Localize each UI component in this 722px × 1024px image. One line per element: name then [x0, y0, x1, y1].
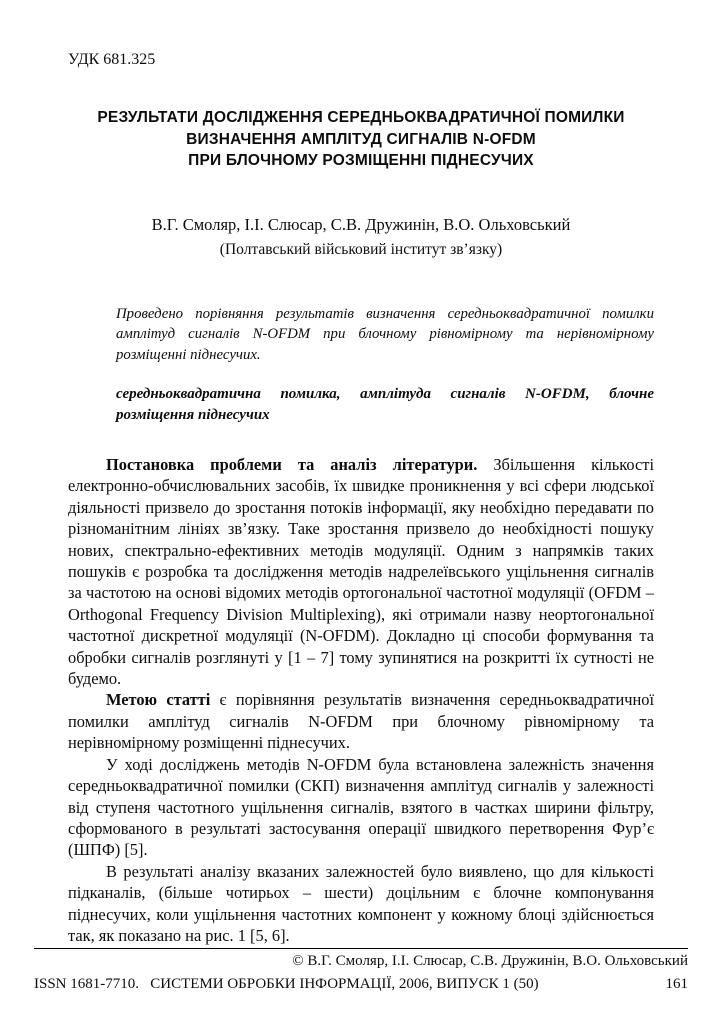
- paragraph-research-findings: [68, 754, 654, 861]
- paragraph-article-goal: [68, 689, 654, 753]
- copyright-line: © В.Г. Смоляр, І.І. Слюсар, С.В. Дружинін, В.О. Ольховський: [292, 953, 688, 969]
- article-title-line-3: ПРИ БЛОЧНОМУ РОЗМІЩЕННІ ПІДНЕСУЧИХ: [188, 152, 534, 169]
- udc-code: УДК 681.325: [68, 51, 156, 68]
- article-title-line-1: РЕЗУЛЬТАТИ ДОСЛІДЖЕННЯ СЕРЕДНЬОКВАДРАТИЧНОЇ ПОМИЛКИ: [97, 109, 625, 126]
- paragraph-problem-statement: [68, 454, 654, 689]
- article-title: [68, 107, 654, 172]
- paragraph-text: У ході досліджень методів N-OFDM була встановлена залежність значення середньоквадратичної помилки (СКП) визначення амплітуд сигналів у залежності від ступеня частотного ущільнення сигналів, взятого в частках ширини фільтру, сформованого в результаті застосування операції швидкого перетворення Фур’є (ШПФ) [5].: [68, 754, 654, 860]
- authors-line: В.Г. Смоляр, І.І. Слюсар, С.В. Дружинін, В.О. Ольховський: [151, 214, 571, 234]
- article-body: [68, 454, 654, 946]
- page-footer: [34, 948, 688, 994]
- paragraph-text: Збільшення кількості електронно-обчислювальних засобів, їх швидке проникнення у всі сфери людської діяльності призвело до зростання потоків інформації, яку необхідно передавати по різноманітним лініях зв’язку. Таке зростання призвело до необхідності пошуку нових, спектрально-ефективних методів модуляції. Одним з напрямків таких пошуків є розробка та дослідження методів надрелеївського ущільнення сигналів за частотою на основі відомих методів ортогональної частотної модуляції (OFDM – Orthogonal Frequency Division Multiplexing), які отримали назву неортогональної частотної дискретної модуляції (N-OFDM). Докладно ці способи формування та обробки сигналів розглянуті у [1 – 7] тому зупинятися на розкритті їх сутності не будемо.: [68, 455, 654, 689]
- paragraph-analysis-result: [68, 861, 654, 947]
- article-title-line-2: ВИЗНАЧЕННЯ АМПЛІТУД СИГНАЛІВ N-OFDM: [186, 130, 536, 148]
- footer-divider: [34, 948, 688, 949]
- issn-journal-line: ISSN 1681-7710. СИСТЕМИ ОБРОБКИ ІНФОРМАЦІЇ, 2006, ВИПУСК 1 (50): [34, 976, 539, 992]
- keywords-text: середньоквадратична помилка, амплітуда сигналів N-OFDM, блочне розміщення піднесучих: [116, 386, 654, 423]
- issn-row: [34, 975, 688, 994]
- paragraph-lead: Постановка проблеми та аналіз літератури.: [106, 455, 494, 474]
- affiliation-line: (Полтавський військовий інститут зв’язку): [219, 240, 503, 258]
- paragraph-text: В результаті аналізу вказаних залежностей було виявлено, що для кількості підканалів, (більше чотирьох – шести) доцільним є блочне компонування піднесучих, коли ущільнення частотних компонент у кожному блоці здійснюється так, як показано на рис. 1 [5, 6].: [68, 861, 654, 945]
- paragraph-text: є порівняння результатів визначення середньоквадратичної помилки амплітуд сигналів N-OFDM при блочному рівномірному та нерівномірному розміщенні піднесучих.: [68, 690, 655, 753]
- abstract-text: Проведено порівняння результатів визначення середньоквадратичної помилки амплітуд сигналів N-OFDM при блочному рівномірному та нерівномірному розміщенні піднесучих.: [116, 305, 654, 363]
- paragraph-lead: Метою статті: [106, 690, 220, 710]
- page-number: 161: [665, 976, 688, 992]
